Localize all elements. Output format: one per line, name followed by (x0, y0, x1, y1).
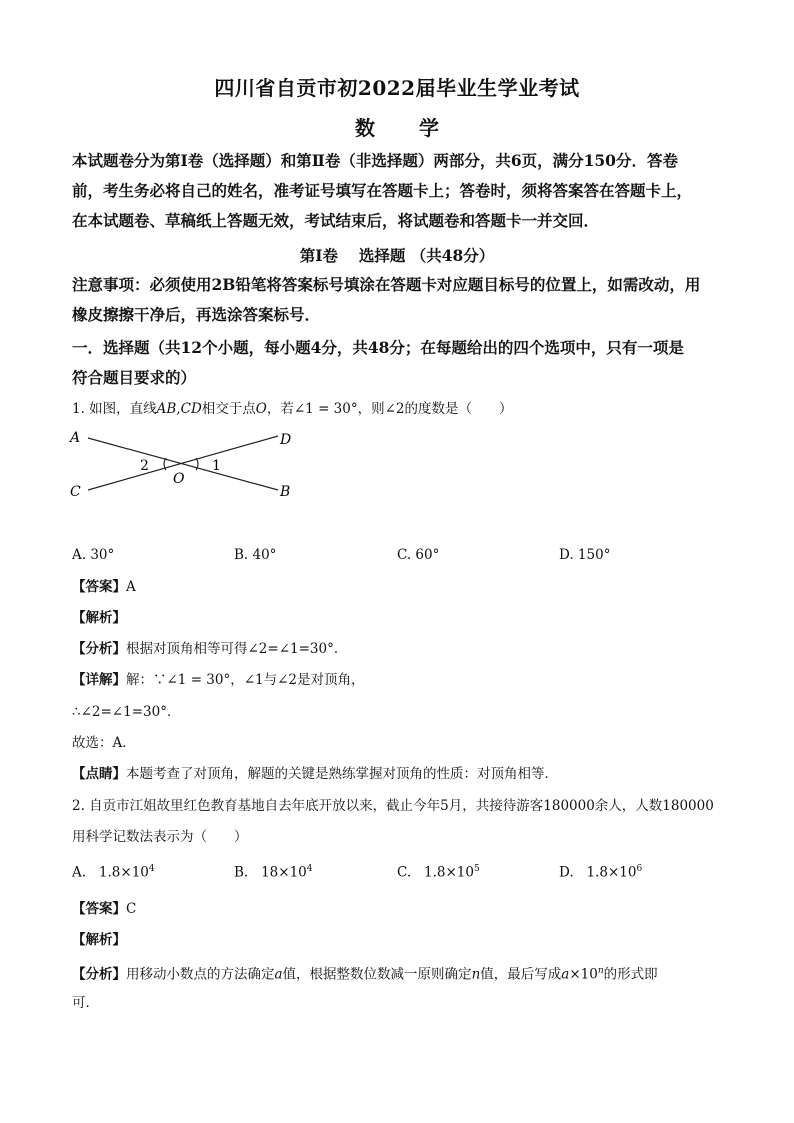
q2-option-b: B. $18\times 10^4$ (234, 864, 313, 881)
intro-paragraph (72, 146, 724, 236)
q2-option-a: A. $1.8\times 10^4$ (72, 864, 155, 881)
q1-therefore: ∴∠2=∠1=30°． (72, 704, 181, 720)
intro-line-1: 本试题卷分为第Ⅰ卷（选择题）和第Ⅱ卷（非选择题）两部分，共6页，满分150分．答卷 (72, 151, 678, 170)
q1-analysis-tag: 【解析】 (72, 610, 126, 626)
part-one-heading (72, 333, 724, 393)
subject-char-2: 学 (419, 116, 439, 140)
label-o: O (173, 471, 185, 487)
subject-char-1: 数 (355, 116, 375, 140)
q2-option-c: C. $1.8\times 10^5$ (397, 864, 480, 881)
q1-option-c: C. 60° (397, 547, 440, 563)
q1-stem: 1. 如图，直线AB,CD相交于点O，若∠1 = 30°，则∠2的度数是（ ） (72, 401, 513, 417)
q2-option-d: D. $1.8\times 10^6$ (559, 864, 643, 881)
angle-label-2: 2 (140, 458, 149, 474)
q2-analysis-tag: 【解析】 (72, 932, 126, 948)
q1-choose: 故选：A． (72, 735, 136, 751)
q2-answer: 【答案】C (72, 901, 137, 917)
q1-answer: 【答案】A (72, 579, 136, 595)
label-d: D (280, 432, 292, 448)
q2-stem-line-2: 用科学记数法表示为（ ） (72, 829, 248, 845)
q1-option-b: B. 40° (234, 547, 277, 563)
q1-option-a: A. 30° (72, 547, 115, 563)
section-title: 第Ⅰ卷 选择题 （共48分） (299, 246, 495, 265)
q2-stem-line-1: 2. 自贡市江姐故里红色教育基地自去年底开放以来，截止今年5月，共接待游客180000余人，人数180000 (72, 798, 714, 814)
notice-paragraph (72, 270, 724, 330)
subject-title (0, 112, 794, 141)
q1-fenxi: 【分析】根据对顶角相等可得∠2=∠1=30°． (72, 641, 348, 657)
q1-option-d: D. 150° (559, 547, 611, 563)
intro-line-3: 在本试题卷、草稿纸上答题无效，考试结束后，将试题卷和答题卡一并交回． (72, 211, 600, 230)
q1-figure (66, 424, 306, 504)
label-c: C (70, 484, 81, 500)
exam-title: 四川省自贡市初2022届毕业生学业考试 (214, 76, 580, 100)
intro-line-2: 前，考生务必将自己的姓名，准考证号填写在答题卡上；答卷时，须将答案答在答题卡上， (72, 181, 693, 200)
q1-xiangjie: 【详解】解：∵∠1 = 30°，∠1与∠2是对顶角， (72, 672, 365, 688)
q2-fenxi: 【分析】用移动小数点的方法确定a值，根据整数位数减一原则确定n值，最后写成$a\times 10^n$的形式即 (72, 966, 658, 983)
part-one-line-2: 符合题目要求的） (72, 368, 197, 387)
q2-fenxi-line-2: 可． (72, 995, 99, 1011)
notice-line-1: 注意事项：必须使用2B铅笔将答案标号填涂在答题卡对应题目标号的位置上，如需改动，用 (72, 275, 701, 294)
notice-line-2: 橡皮擦擦干净后，再选涂答案标号． (72, 305, 321, 324)
label-a: A (70, 430, 81, 446)
angle-label-1: 1 (212, 458, 221, 474)
label-b: B (280, 484, 291, 500)
part-one-line-1: 一．选择题（共12个小题，每小题4分，共48分；在每题给出的四个选项中，只有一项是 (72, 338, 684, 357)
q1-dianjing: 【点睛】本题考查了对顶角，解题的关键是熟练掌握对顶角的性质：对顶角相等． (72, 766, 558, 782)
